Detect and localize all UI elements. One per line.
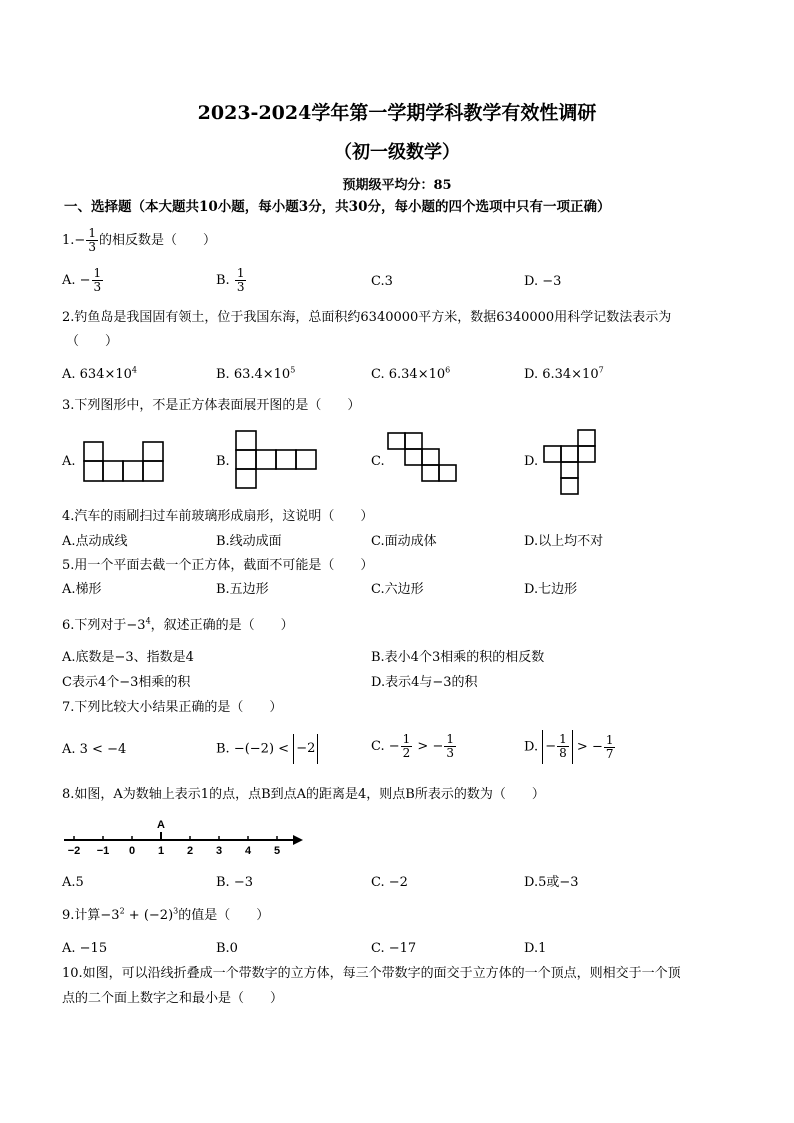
q1-option-d: D. −3 [524, 274, 562, 289]
q9-option-c: C. −17 [371, 941, 417, 956]
number-line-tick-label: 3 [215, 845, 223, 857]
q9-option-d: D.1 [524, 941, 547, 956]
q5-option-b: B.五边形 [216, 582, 269, 597]
question-6: 6.下列对于$-3^4$，叙述正确的是（ ） [62, 616, 294, 633]
q2-option-d: D. $6.34\times 10^7$ [524, 365, 604, 382]
question-2-paren: （ ） [66, 334, 119, 349]
q1-option-a: A. − $\frac{1}{3}$ [62, 266, 102, 294]
question-5: 5.用一个平面去截一个正方体，截面不可能是（ ） [62, 558, 374, 573]
page-title: 2023-2024学年第一学期学科教学有效性调研 [197, 102, 597, 124]
q8-option-d: D.5或−3 [524, 875, 579, 890]
number-line-tick-label: 4 [244, 845, 252, 857]
q4-option-b: B.线动成面 [216, 534, 282, 549]
q6-option-c: C表示4个−3相乘的积 [62, 675, 191, 690]
question-2: 2.钓鱼岛是我国固有领土，位于我国东海，总面积约6340000平方米，数据6340000用科学记数法表示为 [62, 310, 672, 325]
question-3: 3.下列图形中，不是正方体表面展开图的是（ ） [62, 398, 361, 413]
q2-option-c: C. $6.34\times 10^6$ [371, 365, 451, 382]
q7-option-d: D. − $\frac{1}{8}$ > − $\frac{1}{7}$ [524, 730, 616, 765]
q5-option-d: D.七边形 [524, 582, 578, 597]
q4-option-d: D.以上均不对 [524, 534, 604, 549]
q7-option-a: A. 3 < −4 [62, 742, 127, 757]
question-7: 7.下列比较大小结果正确的是（ ） [62, 700, 283, 715]
number-line-tick-label: 1 [157, 845, 165, 857]
q9-option-a: A. −15 [62, 941, 108, 956]
q3-option-b: B. [216, 454, 230, 469]
q8-option-b: B. −3 [216, 875, 253, 890]
q2-option-b: B. $63.4\times 10^5$ [216, 365, 296, 382]
q1-option-b: B. $\frac{1}{3}$ [216, 266, 245, 294]
q6-option-a: A.底数是−3、指数是4 [62, 650, 194, 665]
number-line-tick-label: 5 [273, 845, 281, 857]
net-figure-b [234, 429, 320, 491]
q6-option-b: B.表小4个3相乘的积的相反数 [371, 650, 545, 665]
q3-option-c: C. [371, 454, 385, 469]
q2-option-a: A. $634\times 10^4$ [62, 365, 137, 382]
q8-option-a: A.5 [62, 875, 84, 890]
question-1: 1.− $\frac{1}{3}$ 的相反数是（ ） [62, 226, 216, 254]
point-a-label: A [157, 819, 165, 831]
question-9: 9.计算$-3^2 + (-2)^3$的值是（ ） [62, 906, 270, 923]
page-subtitle: （初一级数学） [334, 142, 460, 163]
q5-option-c: C.六边形 [371, 582, 424, 597]
question-10-line-2: 点的二个面上数字之和最小是（ ） [62, 991, 284, 1006]
net-figure-d [543, 428, 599, 496]
section-heading: 一、选择题（本大题共10小题，每小题3分，共30分，每小题的四个选项中只有一项正确） [64, 199, 611, 215]
number-line-tick-label: −2 [67, 845, 81, 857]
number-line-tick-label: −1 [96, 845, 110, 857]
question-4: 4.汽车的雨刷扫过车前玻璃形成扇形，这说明（ ） [62, 509, 374, 524]
question-10-line-1: 10.如图，可以沿线折叠成一个带数字的立方体，每三个带数字的面交于立方体的一个顶点，则相交于一个顶 [62, 966, 681, 981]
question-8: 8.如图，A为数轴上表示1的点，点B到点A的距离是4，则点B所表示的数为（ ） [62, 787, 545, 802]
q4-option-c: C.面动成体 [371, 534, 437, 549]
expected-average: 预期级平均分：85 [342, 178, 452, 193]
number-line [62, 816, 307, 858]
q8-option-c: C. −2 [371, 875, 408, 890]
q7-option-b: B. −(−2) < −2 [216, 734, 318, 765]
number-line-tick-label: 0 [128, 845, 136, 857]
number-line-tick-label: 2 [186, 845, 194, 857]
net-figure-c [386, 431, 458, 491]
q9-option-b: B.0 [216, 941, 238, 956]
q5-option-a: A.梯形 [62, 582, 102, 597]
number-line-arrow [293, 835, 303, 845]
q1-option-c: C.3 [371, 274, 393, 289]
q7-option-c: C. − $\frac{1}{2}$ > − $\frac{1}{3}$ [371, 732, 454, 760]
q3-option-d: D. [524, 454, 539, 469]
q6-option-d: D.表示4与−3的积 [371, 675, 478, 690]
q3-option-a: A. [62, 454, 76, 469]
net-figure-a [82, 437, 166, 487]
q4-option-a: A.点动成线 [62, 534, 128, 549]
